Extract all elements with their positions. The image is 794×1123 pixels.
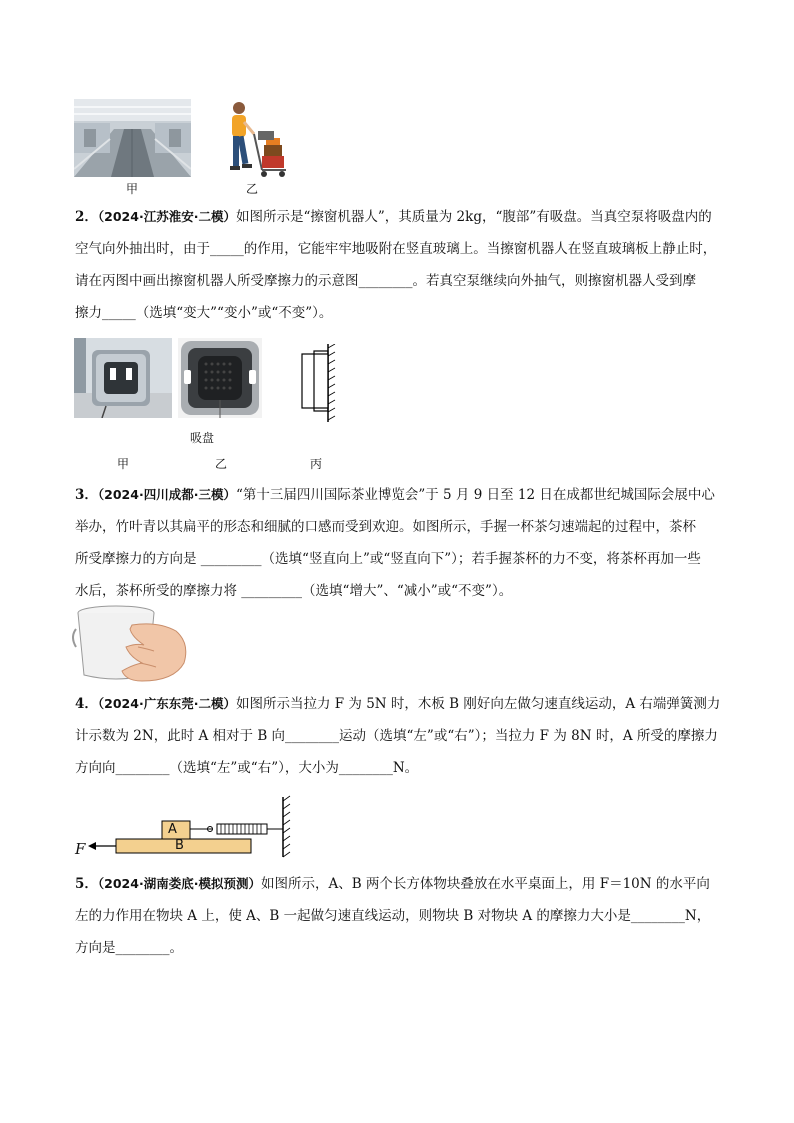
question-2-line-3: 请在丙图中画出擦窗机器人所受摩擦力的示意图________。若真空泵继续向外抽气，则擦窗机器人受到摩: [75, 273, 696, 289]
label-block-a: A: [168, 822, 177, 837]
question-4-source: （2024·广东东莞·二模）: [97, 696, 236, 711]
window-robot-photo-jia: [74, 338, 172, 418]
label-force-f: F: [75, 840, 86, 858]
question-3-source: （2024·四川成都·三模）: [97, 487, 236, 502]
label-board-b: B: [175, 838, 184, 853]
question-2-number: 2．: [75, 209, 98, 225]
question-5-line-3: 方向是________。: [75, 940, 183, 956]
suction-cup-label: 吸盘: [189, 431, 214, 445]
caption-yi-q2: 乙: [214, 457, 227, 471]
question-5: [75, 868, 725, 964]
question-4-line-2: 计示数为 2N，此时 A 相对于 B 向________运动（选填“左”或“右”）；当拉力 F 为 8N 时，A 所受的摩擦力: [75, 728, 718, 744]
person-luggage-cart-illustration: [222, 100, 288, 180]
question-2-line-2: 空气向外抽出时，由于_____的作用，它能牢牢地吸附在竖直玻璃上。当擦窗机器人在竖直玻璃板上静止时，: [75, 241, 717, 257]
question-5-line-2: 左的力作用在物块 A 上，使 A、B 一起做匀速直线运动，则物块 B 对物块 A 的摩擦力大小是________N，: [75, 908, 711, 924]
caption-yi-top: 乙: [245, 182, 258, 196]
question-5-number: 5．: [75, 876, 98, 892]
question-5-line-1: 如图所示，A、B 两个长方体物块叠放在水平桌面上，用 F＝10N 的水平向: [260, 876, 710, 892]
question-3-line-2: 举办，竹叶青以其扁平的形态和细腻的口感而受到欢迎。如图所示，手握一杯茶匀速端起的过程中，茶杯: [75, 519, 696, 535]
caption-jia-top: 甲: [125, 182, 138, 196]
question-3-line-1: “第十三届四川国际茶业博览会”于 5 月 9 日至 12 日在成都世纪城国际会展中心: [235, 487, 715, 503]
question-4-number: 4．: [75, 696, 98, 712]
question-3-number: 3．: [75, 487, 98, 503]
robot-on-wall-diagram: [298, 344, 338, 422]
question-2: [75, 201, 725, 329]
question-2-line-4: 擦力_____（选填“变大”“变小”或“不变”）。: [75, 305, 333, 321]
question-2-source: （2024·江苏淮安·二模）: [97, 209, 236, 224]
window-robot-photo-yi: [178, 338, 262, 418]
question-4-line-1: 如图所示当拉力 F 为 5N 时，木板 B 刚好向左做匀速直线运动，A 右端弹簧测力: [235, 696, 721, 712]
question-2-line-1: 如图所示是“擦窗机器人”，其质量为 2kg，“腹部”有吸盘。当真空泵将吸盘内的: [235, 209, 712, 225]
question-4-line-3: 方向向________（选填“左”或“右”），大小为________N。: [75, 760, 419, 776]
question-3-line-3: 所受摩擦力的方向是 _________（选填“竖直向上”或“竖直向下”）；若手握茶杯的力不变，将茶杯再加一些: [75, 551, 701, 567]
caption-bing-q2: 丙: [309, 457, 322, 471]
question-3: [75, 479, 725, 607]
question-3-line-4: 水后，茶杯所受的摩擦力将 _________（选填“增大”、“减小”或“不变”）。: [75, 583, 513, 599]
hand-holding-cup-illustration: [72, 603, 190, 685]
question-4: [75, 688, 725, 784]
question-5-source: （2024·湖南娄底·模拟预测）: [97, 876, 261, 891]
caption-jia-q2: 甲: [116, 457, 129, 471]
escalator-photo: [74, 99, 191, 177]
